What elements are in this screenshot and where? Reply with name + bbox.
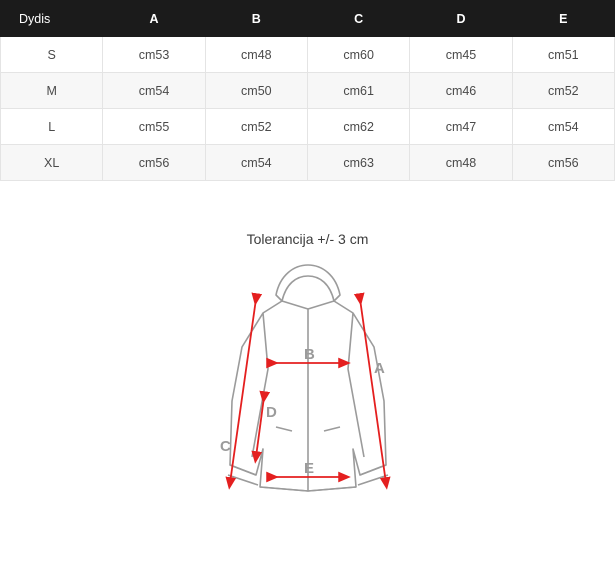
cell-e: cm56 [512,145,614,181]
column-header-a: A [103,1,205,37]
cell-a: cm56 [103,145,205,181]
cell-b: cm52 [205,109,307,145]
table-row [1,109,615,145]
cell-d: cm48 [410,145,512,181]
cell-b: cm48 [205,37,307,73]
label-b: B [303,346,315,363]
jacket-outline [228,265,388,491]
table-body [1,37,615,181]
row-size-label: S [1,37,103,73]
jacket-diagram [0,251,615,521]
label-a: A [373,360,385,377]
cell-a: cm54 [103,73,205,109]
cell-e: cm54 [512,109,614,145]
cell-d: cm46 [410,73,512,109]
table-header-row [1,1,615,37]
cell-e: cm51 [512,37,614,73]
cell-b: cm50 [205,73,307,109]
table-row [1,145,615,181]
cell-a: cm55 [103,109,205,145]
cell-c: cm63 [307,145,409,181]
tolerance-note: Tolerancija +/- 3 cm [246,231,369,247]
cell-c: cm61 [307,73,409,109]
column-header-b: B [205,1,307,37]
column-header-size: Dydis [1,1,103,37]
cell-c: cm62 [307,109,409,145]
cell-a: cm53 [103,37,205,73]
cell-d: cm45 [410,37,512,73]
cell-c: cm60 [307,37,409,73]
row-size-label: XL [1,145,103,181]
label-c: C [219,438,231,455]
column-header-c: C [307,1,409,37]
table-row [1,73,615,109]
label-d: D [265,404,277,421]
table-header [1,1,615,37]
cell-e: cm52 [512,73,614,109]
column-header-e: E [512,1,614,37]
column-header-d: D [410,1,512,37]
cell-d: cm47 [410,109,512,145]
row-size-label: M [1,73,103,109]
jacket-illustration [168,251,448,521]
label-e: E [303,460,314,477]
row-size-label: L [1,109,103,145]
size-chart-table [0,0,615,181]
cell-b: cm54 [205,145,307,181]
table-row [1,37,615,73]
